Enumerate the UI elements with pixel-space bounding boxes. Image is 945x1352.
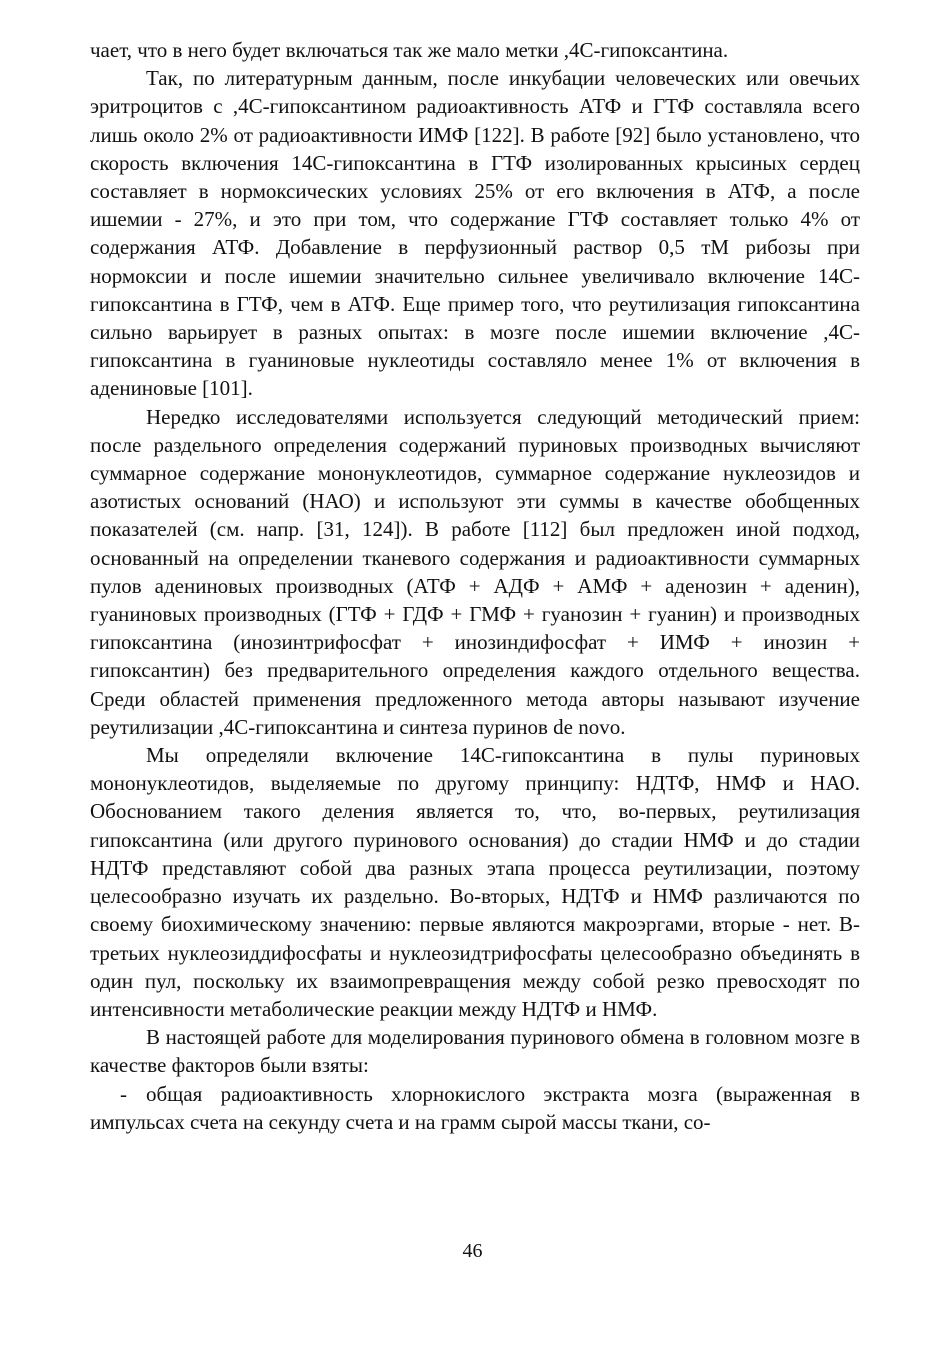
paragraph-1: чает, что в него будет включаться так же мало метки ,4C-гипоксантина. xyxy=(90,38,729,62)
page-body xyxy=(90,36,860,1136)
paragraph-3: Нередко исследователями используется следующий методический прием: после раздельного определения содержаний пуриновых производных вычисляют суммарное содержание мононуклеотидов, суммарное содержание нуклеозидов и азотистых оснований (НАО) и используют эти суммы в качестве обобщенных показателей (см. напр. [31, 124]). В работе [112] был предложен иной подход, основанный на определении тканевого содержания и радиоактивности суммарных пулов адениновых производных (АТФ + АДФ + АМФ + аденозин + аденин), гуаниновых производных (ГТФ + ГДФ + ГМФ + гуанозин + гуанин) и производных гипоксантина (инозинтрифосфат + инозиндифосфат + ИМФ + инозин + гипоксантин) без предварительного определения каждого отдельного вещества. Среди областей применения предложенного метода авторы называют изучение реутилизации ,4C-гипоксантина и синтеза пуринов de novo. xyxy=(90,404,860,739)
paragraph-4: Мы определяли включение 14C-гипоксантина в пулы пуриновых мононуклеотидов, выделяемые по другому принципу: НДТФ, НМФ и НАО. Обоснованием такого деления является то, что, во-первых, реутилизация гипоксантина (или другого пуринового основания) до стадии НМФ и до стадии НДТФ представляют собой два разных этапа процесса реутилизации, поэтому целесообразно изучать их раздельно. Во-вторых, НДТФ и НМФ различаются по своему биохимическому значению: первые являются макроэргами, вторые - нет. В-третьих нуклеозиддифосфаты и нуклеозидтрифосфаты целесообразно объединять в один пул, поскольку их взаимопревращения между собой резко превосходят по интенсивности метаболические реакции между НДТФ и НМФ. xyxy=(90,743,860,1021)
page-number: 46 xyxy=(462,1240,483,1262)
paragraph-2: Так, по литературным данным, после инкубации человеческих или овечьих эритроцитов с ,4C-гипоксантином радиоактивность АТФ и ГТФ составляла всего лишь около 2% от радиоактивности ИМФ [122]. В работе [92] было установлено, что скорость включения 14C-гипоксантина в ГТФ изолированных крысиных сердец составляет в нормоксических условиях 25% от его включения в АТФ, а после ишемии - 27%, и это при том, что содержание ГТФ составляет только 4% от содержания АТФ. Добавление в перфузионный раствор 0,5 тМ рибозы при нормоксии и после ишемии значительно сильнее увеличивало включение 14C-гипоксантина в ГТФ, чем в АТФ. Еще пример того, что реутилизация гипоксантина сильно варьирует в разных опытах: в мозге после ишемии включение ,4C-гипоксантина в гуаниновые нуклеотиды составляло менее 1% от включения в адениновые [101]. xyxy=(90,66,860,401)
paragraph-5: В настоящей работе для моделирования пуринового обмена в головном мозге в качестве факторов были взяты: xyxy=(90,1025,860,1078)
list-item-text: общая радиоактивность хлорнокислого экстракта мозга (выраженная в импульсах счета на секунду счета и на грамм сырой массы ткани, со- xyxy=(90,1081,860,1134)
list-item-factor xyxy=(90,1080,860,1136)
list-bullet: - xyxy=(120,1081,127,1106)
